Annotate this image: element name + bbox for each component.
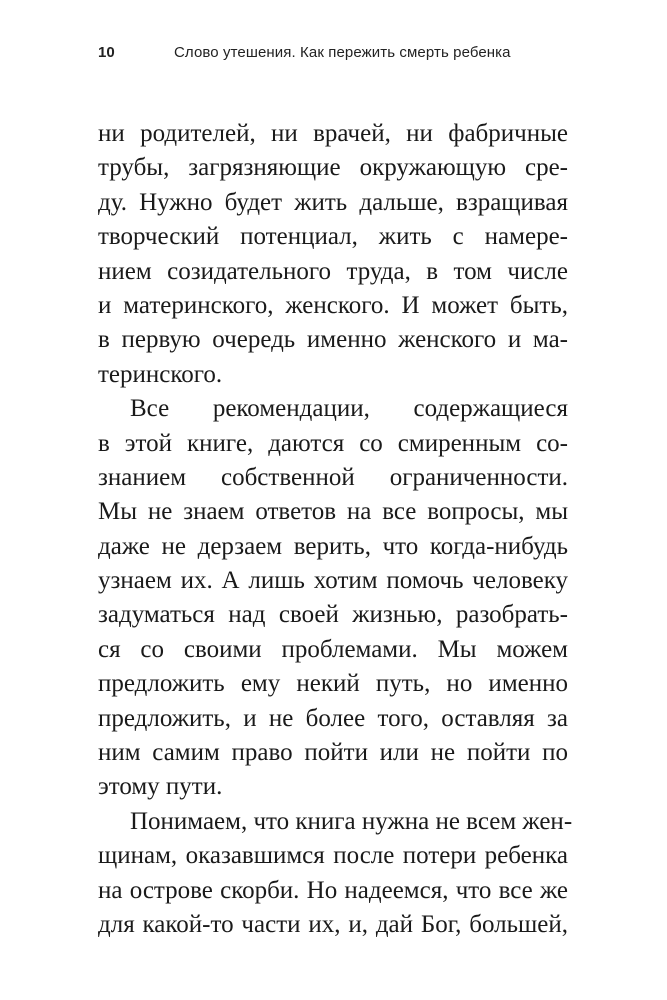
text-line: даже не дерзаем верить, что когда-нибудь [98, 532, 568, 560]
text-line: Мы не знаем ответов на все вопросы, мы [98, 498, 568, 526]
text-line: в этой книге, даются со смиренным со- [98, 429, 568, 457]
text-line: нием созидательного труда, в том числе [98, 257, 568, 285]
text-line: предложить, и не более того, оставляя за [98, 704, 568, 732]
text-line: щинам, оказавшимся после потери ребенка [98, 842, 568, 870]
text-line: ду. Нужно будет жить дальше, взращивая [98, 188, 568, 216]
running-title: Слово утешения. Как пережить смерть ребенка [174, 44, 511, 61]
body-text [98, 117, 573, 942]
text-line: ни родителей, ни врачей, ни фабричные [98, 120, 568, 147]
text-line: узнаем их. А лишь хотим помочь человеку [98, 567, 568, 595]
text-line: теринского. [98, 360, 223, 388]
text-line: Понимаем, что книга нужна не всем жен- [130, 807, 573, 835]
page-header [98, 44, 578, 68]
text-line: ним самим право пойти или не пойти по [98, 739, 568, 767]
text-line: творческий потенциал, жить с намере- [98, 223, 568, 251]
text-line: трубы, загрязняющие окружающую сре- [98, 154, 568, 182]
text-line: этому пути. [98, 773, 223, 801]
text-line: знанием собственной ограниченности. [98, 463, 568, 491]
text-line: предложить ему некий путь, но именно [98, 670, 568, 698]
text-line: в первую очередь именно женского и ма- [98, 326, 568, 354]
text-line: Все рекомендации, содержащиеся [130, 395, 568, 423]
text-line: и материнского, женского. И может быть, [98, 291, 568, 319]
text-line: для какой-то части их, и, дай Бог, большей, [98, 910, 568, 938]
text-line: на острове скорби. Но надеемся, что все же [98, 876, 568, 904]
text-line: задуматься над своей жизнью, разобрать- [98, 601, 568, 629]
text-line: ся со своими проблемами. Мы можем [98, 635, 568, 663]
page-number: 10 [98, 44, 115, 61]
